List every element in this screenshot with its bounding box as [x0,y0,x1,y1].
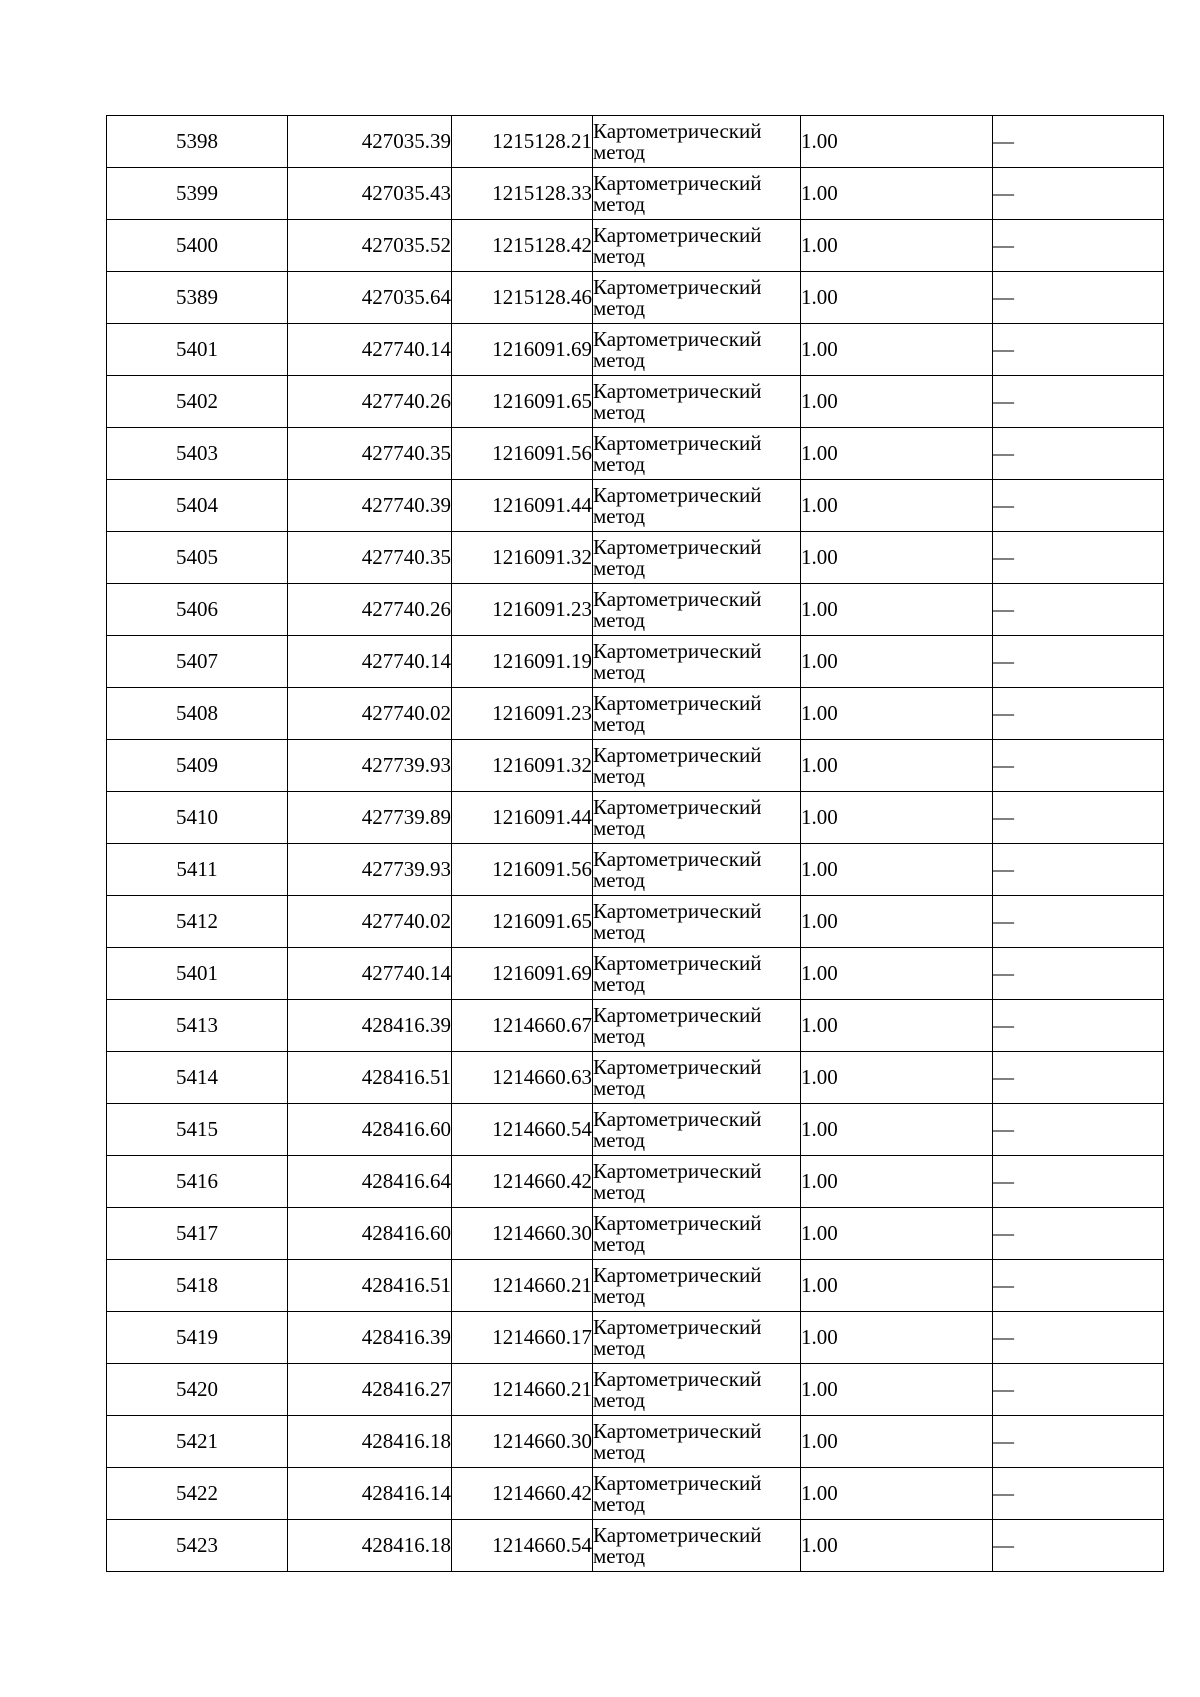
x-coordinate-cell: 427740.26 [288,376,452,428]
description-cell: — [993,532,1164,584]
table-row [107,896,1164,948]
accuracy-cell: 1.00 [801,792,993,844]
y-coordinate-cell: 1214660.54 [452,1104,593,1156]
table-row [107,220,1164,272]
point-number-cell: 5410 [107,792,288,844]
description-cell: — [993,688,1164,740]
x-coordinate-cell: 428416.60 [288,1104,452,1156]
description-cell: — [993,948,1164,1000]
description-cell: — [993,1312,1164,1364]
method-cell [593,896,801,948]
y-coordinate-cell: 1216091.65 [452,896,593,948]
description-cell: — [993,376,1164,428]
method-text: Картометрический метод [593,1522,762,1568]
accuracy-cell: 1.00 [801,948,993,1000]
point-number-cell: 5412 [107,896,288,948]
x-coordinate-cell: 428416.27 [288,1364,452,1416]
accuracy-cell: 1.00 [801,636,993,688]
y-coordinate-cell: 1214660.42 [452,1468,593,1520]
accuracy-cell: 1.00 [801,740,993,792]
accuracy-cell: 1.00 [801,688,993,740]
accuracy-cell: 1.00 [801,428,993,480]
point-number-cell: 5416 [107,1156,288,1208]
x-coordinate-cell: 427739.89 [288,792,452,844]
accuracy-cell: 1.00 [801,584,993,636]
x-coordinate-cell: 427035.43 [288,168,452,220]
description-cell: — [993,168,1164,220]
accuracy-cell: 1.00 [801,1208,993,1260]
method-text: Картометрический метод [593,482,762,528]
accuracy-cell: 1.00 [801,1312,993,1364]
x-coordinate-cell: 428416.39 [288,1000,452,1052]
table-row [107,1468,1164,1520]
method-text: Картометрический метод [593,1262,762,1308]
point-number-cell: 5413 [107,1000,288,1052]
method-text: Картометрический метод [593,586,762,632]
accuracy-cell: 1.00 [801,1468,993,1520]
x-coordinate-cell: 427740.35 [288,428,452,480]
description-cell: — [993,792,1164,844]
point-number-cell: 5399 [107,168,288,220]
method-cell [593,532,801,584]
table-row [107,1364,1164,1416]
table-row [107,1416,1164,1468]
point-number-cell: 5408 [107,688,288,740]
table-row [107,116,1164,168]
table-row [107,1208,1164,1260]
point-number-cell: 5406 [107,584,288,636]
method-cell [593,1260,801,1312]
method-cell [593,948,801,1000]
description-cell: — [993,1468,1164,1520]
method-text: Картометрический метод [593,1158,762,1204]
point-number-cell: 5419 [107,1312,288,1364]
method-cell [593,1520,801,1572]
method-text: Картометрический метод [593,274,762,320]
y-coordinate-cell: 1216091.44 [452,792,593,844]
point-number-cell: 5403 [107,428,288,480]
method-text: Картометрический метод [593,638,762,684]
x-coordinate-cell: 428416.51 [288,1052,452,1104]
method-cell [593,168,801,220]
method-text: Картометрический метод [593,534,762,580]
x-coordinate-cell: 428416.18 [288,1520,452,1572]
method-cell [593,1468,801,1520]
point-number-cell: 5422 [107,1468,288,1520]
method-cell [593,688,801,740]
y-coordinate-cell: 1216091.69 [452,324,593,376]
y-coordinate-cell: 1216091.19 [452,636,593,688]
table-row [107,792,1164,844]
point-number-cell: 5407 [107,636,288,688]
method-cell [593,1156,801,1208]
table-row [107,1312,1164,1364]
accuracy-cell: 1.00 [801,1156,993,1208]
method-text: Картометрический метод [593,1002,762,1048]
description-cell: — [993,1364,1164,1416]
x-coordinate-cell: 428416.51 [288,1260,452,1312]
method-cell [593,1208,801,1260]
method-cell [593,376,801,428]
method-text: Картометрический метод [593,1106,762,1152]
table-row [107,168,1164,220]
x-coordinate-cell: 427740.14 [288,324,452,376]
y-coordinate-cell: 1216091.23 [452,688,593,740]
y-coordinate-cell: 1214660.17 [452,1312,593,1364]
x-coordinate-cell: 428416.18 [288,1416,452,1468]
point-number-cell: 5417 [107,1208,288,1260]
accuracy-cell: 1.00 [801,1104,993,1156]
accuracy-cell: 1.00 [801,896,993,948]
accuracy-cell: 1.00 [801,1000,993,1052]
description-cell: — [993,324,1164,376]
y-coordinate-cell: 1215128.21 [452,116,593,168]
method-cell [593,584,801,636]
y-coordinate-cell: 1216091.32 [452,740,593,792]
method-cell [593,480,801,532]
point-number-cell: 5400 [107,220,288,272]
method-text: Картометрический метод [593,118,762,164]
description-cell: — [993,272,1164,324]
method-cell [593,1104,801,1156]
x-coordinate-cell: 427740.02 [288,896,452,948]
method-text: Картометрический метод [593,846,762,892]
point-number-cell: 5404 [107,480,288,532]
y-coordinate-cell: 1216091.56 [452,844,593,896]
x-coordinate-cell: 427035.52 [288,220,452,272]
description-cell: — [993,220,1164,272]
method-cell [593,844,801,896]
accuracy-cell: 1.00 [801,1520,993,1572]
point-number-cell: 5398 [107,116,288,168]
description-cell: — [993,584,1164,636]
y-coordinate-cell: 1215128.33 [452,168,593,220]
x-coordinate-cell: 428416.14 [288,1468,452,1520]
method-cell [593,792,801,844]
point-number-cell: 5418 [107,1260,288,1312]
x-coordinate-cell: 428416.39 [288,1312,452,1364]
y-coordinate-cell: 1214660.54 [452,1520,593,1572]
table-row [107,740,1164,792]
description-cell: — [993,1520,1164,1572]
method-text: Картометрический метод [593,170,762,216]
method-cell [593,1364,801,1416]
method-cell [593,220,801,272]
point-number-cell: 5405 [107,532,288,584]
description-cell: — [993,1416,1164,1468]
description-cell: — [993,1052,1164,1104]
table-row [107,844,1164,896]
method-text: Картометрический метод [593,222,762,268]
accuracy-cell: 1.00 [801,1052,993,1104]
method-text: Картометрический метод [593,1210,762,1256]
description-cell: — [993,480,1164,532]
description-cell: — [993,636,1164,688]
y-coordinate-cell: 1214660.30 [452,1208,593,1260]
table-row [107,532,1164,584]
x-coordinate-cell: 427740.14 [288,636,452,688]
x-coordinate-cell: 427740.39 [288,480,452,532]
method-cell [593,324,801,376]
description-cell: — [993,896,1164,948]
table-row [107,376,1164,428]
description-cell: — [993,1000,1164,1052]
y-coordinate-cell: 1214660.67 [452,1000,593,1052]
x-coordinate-cell: 427035.39 [288,116,452,168]
accuracy-cell: 1.00 [801,168,993,220]
y-coordinate-cell: 1215128.42 [452,220,593,272]
accuracy-cell: 1.00 [801,220,993,272]
accuracy-cell: 1.00 [801,1260,993,1312]
y-coordinate-cell: 1216091.65 [452,376,593,428]
y-coordinate-cell: 1216091.44 [452,480,593,532]
point-number-cell: 5415 [107,1104,288,1156]
accuracy-cell: 1.00 [801,1364,993,1416]
point-number-cell: 5420 [107,1364,288,1416]
table-row [107,636,1164,688]
point-number-cell: 5389 [107,272,288,324]
description-cell: — [993,844,1164,896]
description-cell: — [993,1104,1164,1156]
x-coordinate-cell: 427740.35 [288,532,452,584]
x-coordinate-cell: 427740.02 [288,688,452,740]
method-text: Картометрический метод [593,430,762,476]
table-row [107,1104,1164,1156]
method-text: Картометрический метод [593,1314,762,1360]
method-text: Картометрический метод [593,1366,762,1412]
x-coordinate-cell: 428416.64 [288,1156,452,1208]
description-cell: — [993,116,1164,168]
y-coordinate-cell: 1214660.30 [452,1416,593,1468]
method-cell [593,1052,801,1104]
y-coordinate-cell: 1214660.21 [452,1364,593,1416]
point-number-cell: 5414 [107,1052,288,1104]
method-text: Картометрический метод [593,378,762,424]
method-cell [593,636,801,688]
method-cell [593,1000,801,1052]
accuracy-cell: 1.00 [801,480,993,532]
y-coordinate-cell: 1216091.56 [452,428,593,480]
accuracy-cell: 1.00 [801,324,993,376]
x-coordinate-cell: 428416.60 [288,1208,452,1260]
table-row [107,480,1164,532]
table-row [107,1260,1164,1312]
table-row [107,948,1164,1000]
accuracy-cell: 1.00 [801,116,993,168]
table-row [107,1156,1164,1208]
description-cell: — [993,1208,1164,1260]
method-cell [593,740,801,792]
point-number-cell: 5402 [107,376,288,428]
y-coordinate-cell: 1214660.21 [452,1260,593,1312]
point-number-cell: 5423 [107,1520,288,1572]
method-text: Картометрический метод [593,898,762,944]
point-number-cell: 5411 [107,844,288,896]
accuracy-cell: 1.00 [801,272,993,324]
description-cell: — [993,740,1164,792]
method-cell [593,1312,801,1364]
x-coordinate-cell: 427739.93 [288,740,452,792]
table-row [107,272,1164,324]
point-number-cell: 5401 [107,324,288,376]
table-row [107,584,1164,636]
accuracy-cell: 1.00 [801,844,993,896]
method-text: Картометрический метод [593,690,762,736]
point-number-cell: 5409 [107,740,288,792]
x-coordinate-cell: 427740.26 [288,584,452,636]
method-text: Картометрический метод [593,950,762,996]
method-text: Картометрический метод [593,742,762,788]
method-text: Картометрический метод [593,1470,762,1516]
method-text: Картометрический метод [593,1054,762,1100]
table-row [107,1052,1164,1104]
method-cell [593,1416,801,1468]
method-text: Картометрический метод [593,794,762,840]
method-cell [593,428,801,480]
description-cell: — [993,428,1164,480]
method-text: Картометрический метод [593,326,762,372]
y-coordinate-cell: 1216091.23 [452,584,593,636]
x-coordinate-cell: 427739.93 [288,844,452,896]
point-number-cell: 5421 [107,1416,288,1468]
point-number-cell: 5401 [107,948,288,1000]
table-row [107,1520,1164,1572]
y-coordinate-cell: 1215128.46 [452,272,593,324]
table-row [107,688,1164,740]
method-cell [593,272,801,324]
y-coordinate-cell: 1214660.63 [452,1052,593,1104]
description-cell: — [993,1260,1164,1312]
y-coordinate-cell: 1214660.42 [452,1156,593,1208]
table-body [107,116,1164,1572]
y-coordinate-cell: 1216091.69 [452,948,593,1000]
description-cell: — [993,1156,1164,1208]
accuracy-cell: 1.00 [801,532,993,584]
table-row [107,1000,1164,1052]
accuracy-cell: 1.00 [801,1416,993,1468]
method-text: Картометрический метод [593,1418,762,1464]
y-coordinate-cell: 1216091.32 [452,532,593,584]
method-cell [593,116,801,168]
accuracy-cell: 1.00 [801,376,993,428]
table-row [107,428,1164,480]
coordinates-table [106,115,1164,1572]
table-row [107,324,1164,376]
x-coordinate-cell: 427035.64 [288,272,452,324]
x-coordinate-cell: 427740.14 [288,948,452,1000]
